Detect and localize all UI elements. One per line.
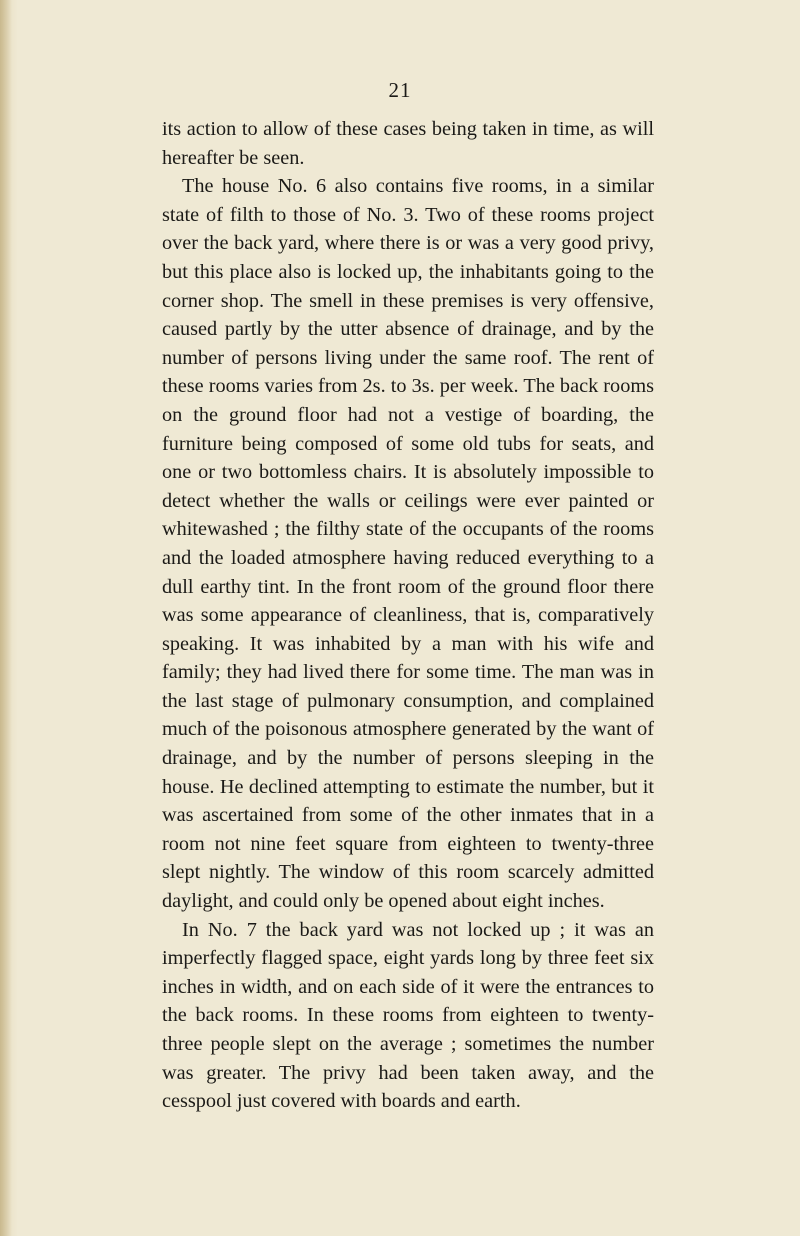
page-number: 21 — [388, 78, 412, 102]
page-spine-shadow — [0, 0, 12, 1236]
paragraph-house-no-6: The house No. 6 also contains five rooms, in a similar state of filth to those of No. 3. Two of these rooms project over the back yard, where there is or was a very good privy, but this place also is locked up, the inhabitants going to the corner shop. The smell in these premises is very offensive, caused partly by the utter absence of drainage, and by the number of persons living under the same roof. The rent of these rooms varies from 2s. to 3s. per week. The back rooms on the ground floor had not a vestige of boarding, the furniture being composed of some old tubs for seats, and one or two bottomless chairs. It is absolutely impossible to detect whether the walls or ceilings were ever painted or whitewashed ; the filthy state of the occupants of the rooms and the loaded atmosphere having reduced everything to a dull earthy tint. In the front room of the ground floor there was some appearance of cleanliness, that is, comparatively speaking. It was inhabited by a man with his wife and family; they had lived there for some time. The man was in the last stage of pulmonary consumption, and complained much of the poisonous atmosphere generated by the want of drainage, and by the number of persons sleeping in the house. He declined attempting to estimate the number, but it was ascertained from some of the other inmates that in a room not nine feet square from eighteen to twenty-three slept nightly. The window of this room scarcely admitted daylight, and could only be opened about eight inches. — [162, 175, 654, 913]
body-text — [162, 115, 654, 1116]
paragraph-continuation: its action to allow of these cases being taken in time, as will hereafter be seen. — [162, 118, 654, 169]
paragraph-house-no-7: In No. 7 the back yard was not locked up ; it was an imperfectly flagged space, eight yards long by three feet six inches in width, and on each side of it were the entrances to the back rooms. In these rooms from eighteen to twenty-three people slept on the average ; sometimes the number was greater. The privy had been taken away, and the cesspool just covered with boards and earth. — [162, 918, 654, 1113]
